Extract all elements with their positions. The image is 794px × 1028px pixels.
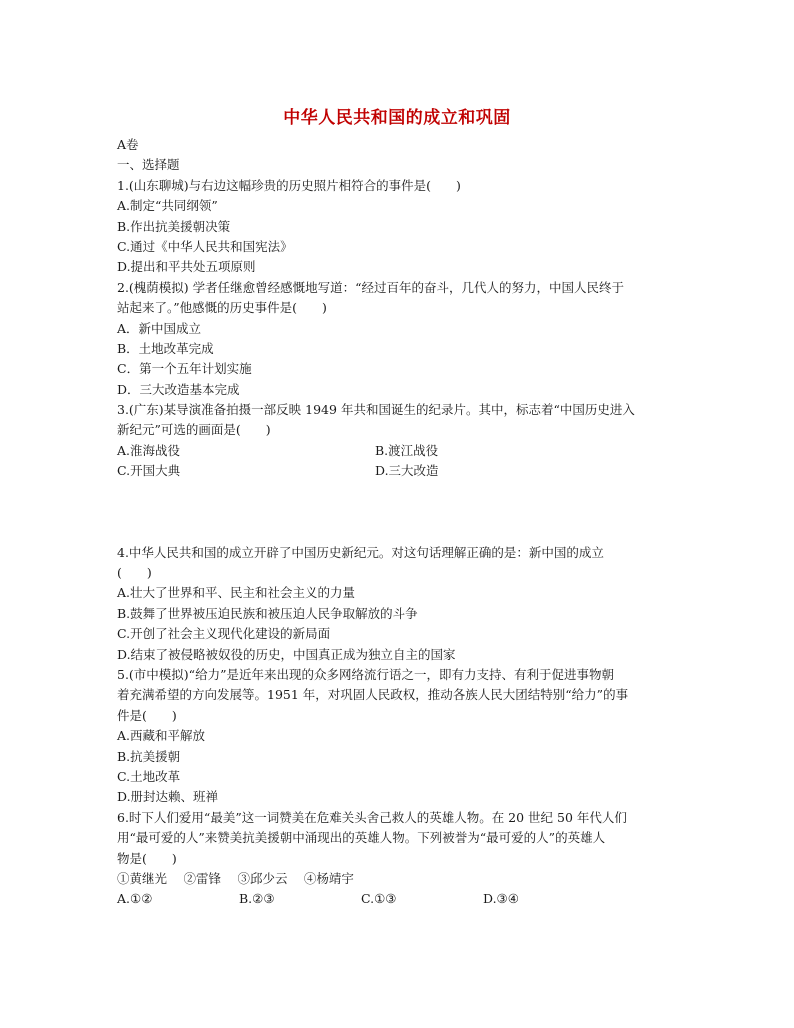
option-b: B．土地改革完成 [117,340,214,356]
question-stem-line-2: 着充满希望的方向发展等。1951 年，对巩固人民政权，推动各族人民大团结特别“给力”的事 [117,687,629,703]
question-stem-line-2: 用“最可爱的人”来赞美抗美援朝中涌现出的英雄人物。下列被誉为“最可爱的人”的英雄人 [117,830,606,846]
option-c: C.开国大典 [117,463,181,479]
question-stem-line-3: 物是( ) [117,850,177,866]
option-c: C.开创了社会主义现代化建设的新局面 [117,626,331,642]
option-b: B.抗美援朝 [117,748,181,764]
question-5 [117,665,682,808]
question-stem-line-1: 2.(槐荫模拟) 学者任继愈曾经感慨地写道：“经过百年的奋斗，几代人的努力，中国人民终于 [117,279,625,295]
option-d: D．三大改造基本完成 [117,381,240,397]
question-4 [117,543,682,665]
question-stem-line-2: 新纪元”可选的画面是( ) [117,422,271,438]
question-3 [117,400,682,482]
option-c: C.①③ [361,891,397,907]
question-2 [117,278,682,400]
document-body [117,135,682,910]
option-b: B.作出抗美援朝决策 [117,218,231,234]
option-a: A.①② [117,891,153,907]
option-c: C.土地改革 [117,768,181,784]
option-d: D.册封达赖、班禅 [117,789,219,805]
option-c: C.通过《中华人民共和国宪法》 [117,238,293,254]
question-stem-line-1: 3.(广东)某导演准备拍摄一部反映 1949 年共和国诞生的纪录片。其中，标志着“中国历史进入 [117,402,635,418]
option-a: A.淮海战役 [117,442,181,458]
question-items: ①黄继光 ②雷锋 ③邱少云 ④杨靖宇 [117,870,354,886]
section-label: A卷 [117,137,139,152]
option-a: A.西藏和平解放 [117,728,206,744]
option-row [117,441,682,461]
option-d: D.③④ [483,891,519,907]
option-a: A.壮大了世界和平、民主和社会主义的力量 [117,585,356,601]
question-stem-line-2: 站起来了。”他感慨的历史事件是( ) [117,300,327,316]
option-a: A.制定“共同纲领” [117,198,218,214]
document-title: 中华人民共和国的成立和巩固 [283,108,511,128]
question-stem-line-1: 4.中华人民共和国的成立开辟了中国历史新纪元。对这句话理解正确的是：新中国的成立 [117,544,604,560]
option-d: D.结束了被侵略被奴役的历史，中国真正成为独立自主的国家 [117,646,456,662]
question-6 [117,808,682,910]
option-a: A．新中国成立 [117,320,202,336]
question-stem: 1.(山东聊城)与右边这幅珍贵的历史照片相符合的事件是( ) [117,177,461,193]
option-b: B.②③ [239,891,275,907]
option-row [117,461,682,481]
question-1 [117,176,682,278]
blank-space [117,482,682,543]
part-heading: 一、选择题 [117,157,180,173]
option-c: C．第一个五年计划实施 [117,361,252,377]
option-d: D.提出和平共处五项原则 [117,259,256,275]
question-stem-line-1: 6.时下人们爱用“最美”这一词赞美在危难关头舍己救人的英雄人物。在 20 世纪 50 年代人们 [117,809,627,825]
question-stem-line-3: 件是( ) [117,707,177,723]
option-row [117,889,682,909]
question-stem-line-1: 5.(市中模拟)“给力”是近年来出现的众多网络流行语之一，即有力支持、有利于促进事物朝 [117,666,614,682]
question-stem-line-2: ( ) [117,565,152,581]
option-d: D.三大改造 [375,463,439,479]
option-b: B.渡江战役 [375,442,439,458]
option-b: B.鼓舞了世界被压迫民族和被压迫人民争取解放的斗争 [117,605,418,621]
